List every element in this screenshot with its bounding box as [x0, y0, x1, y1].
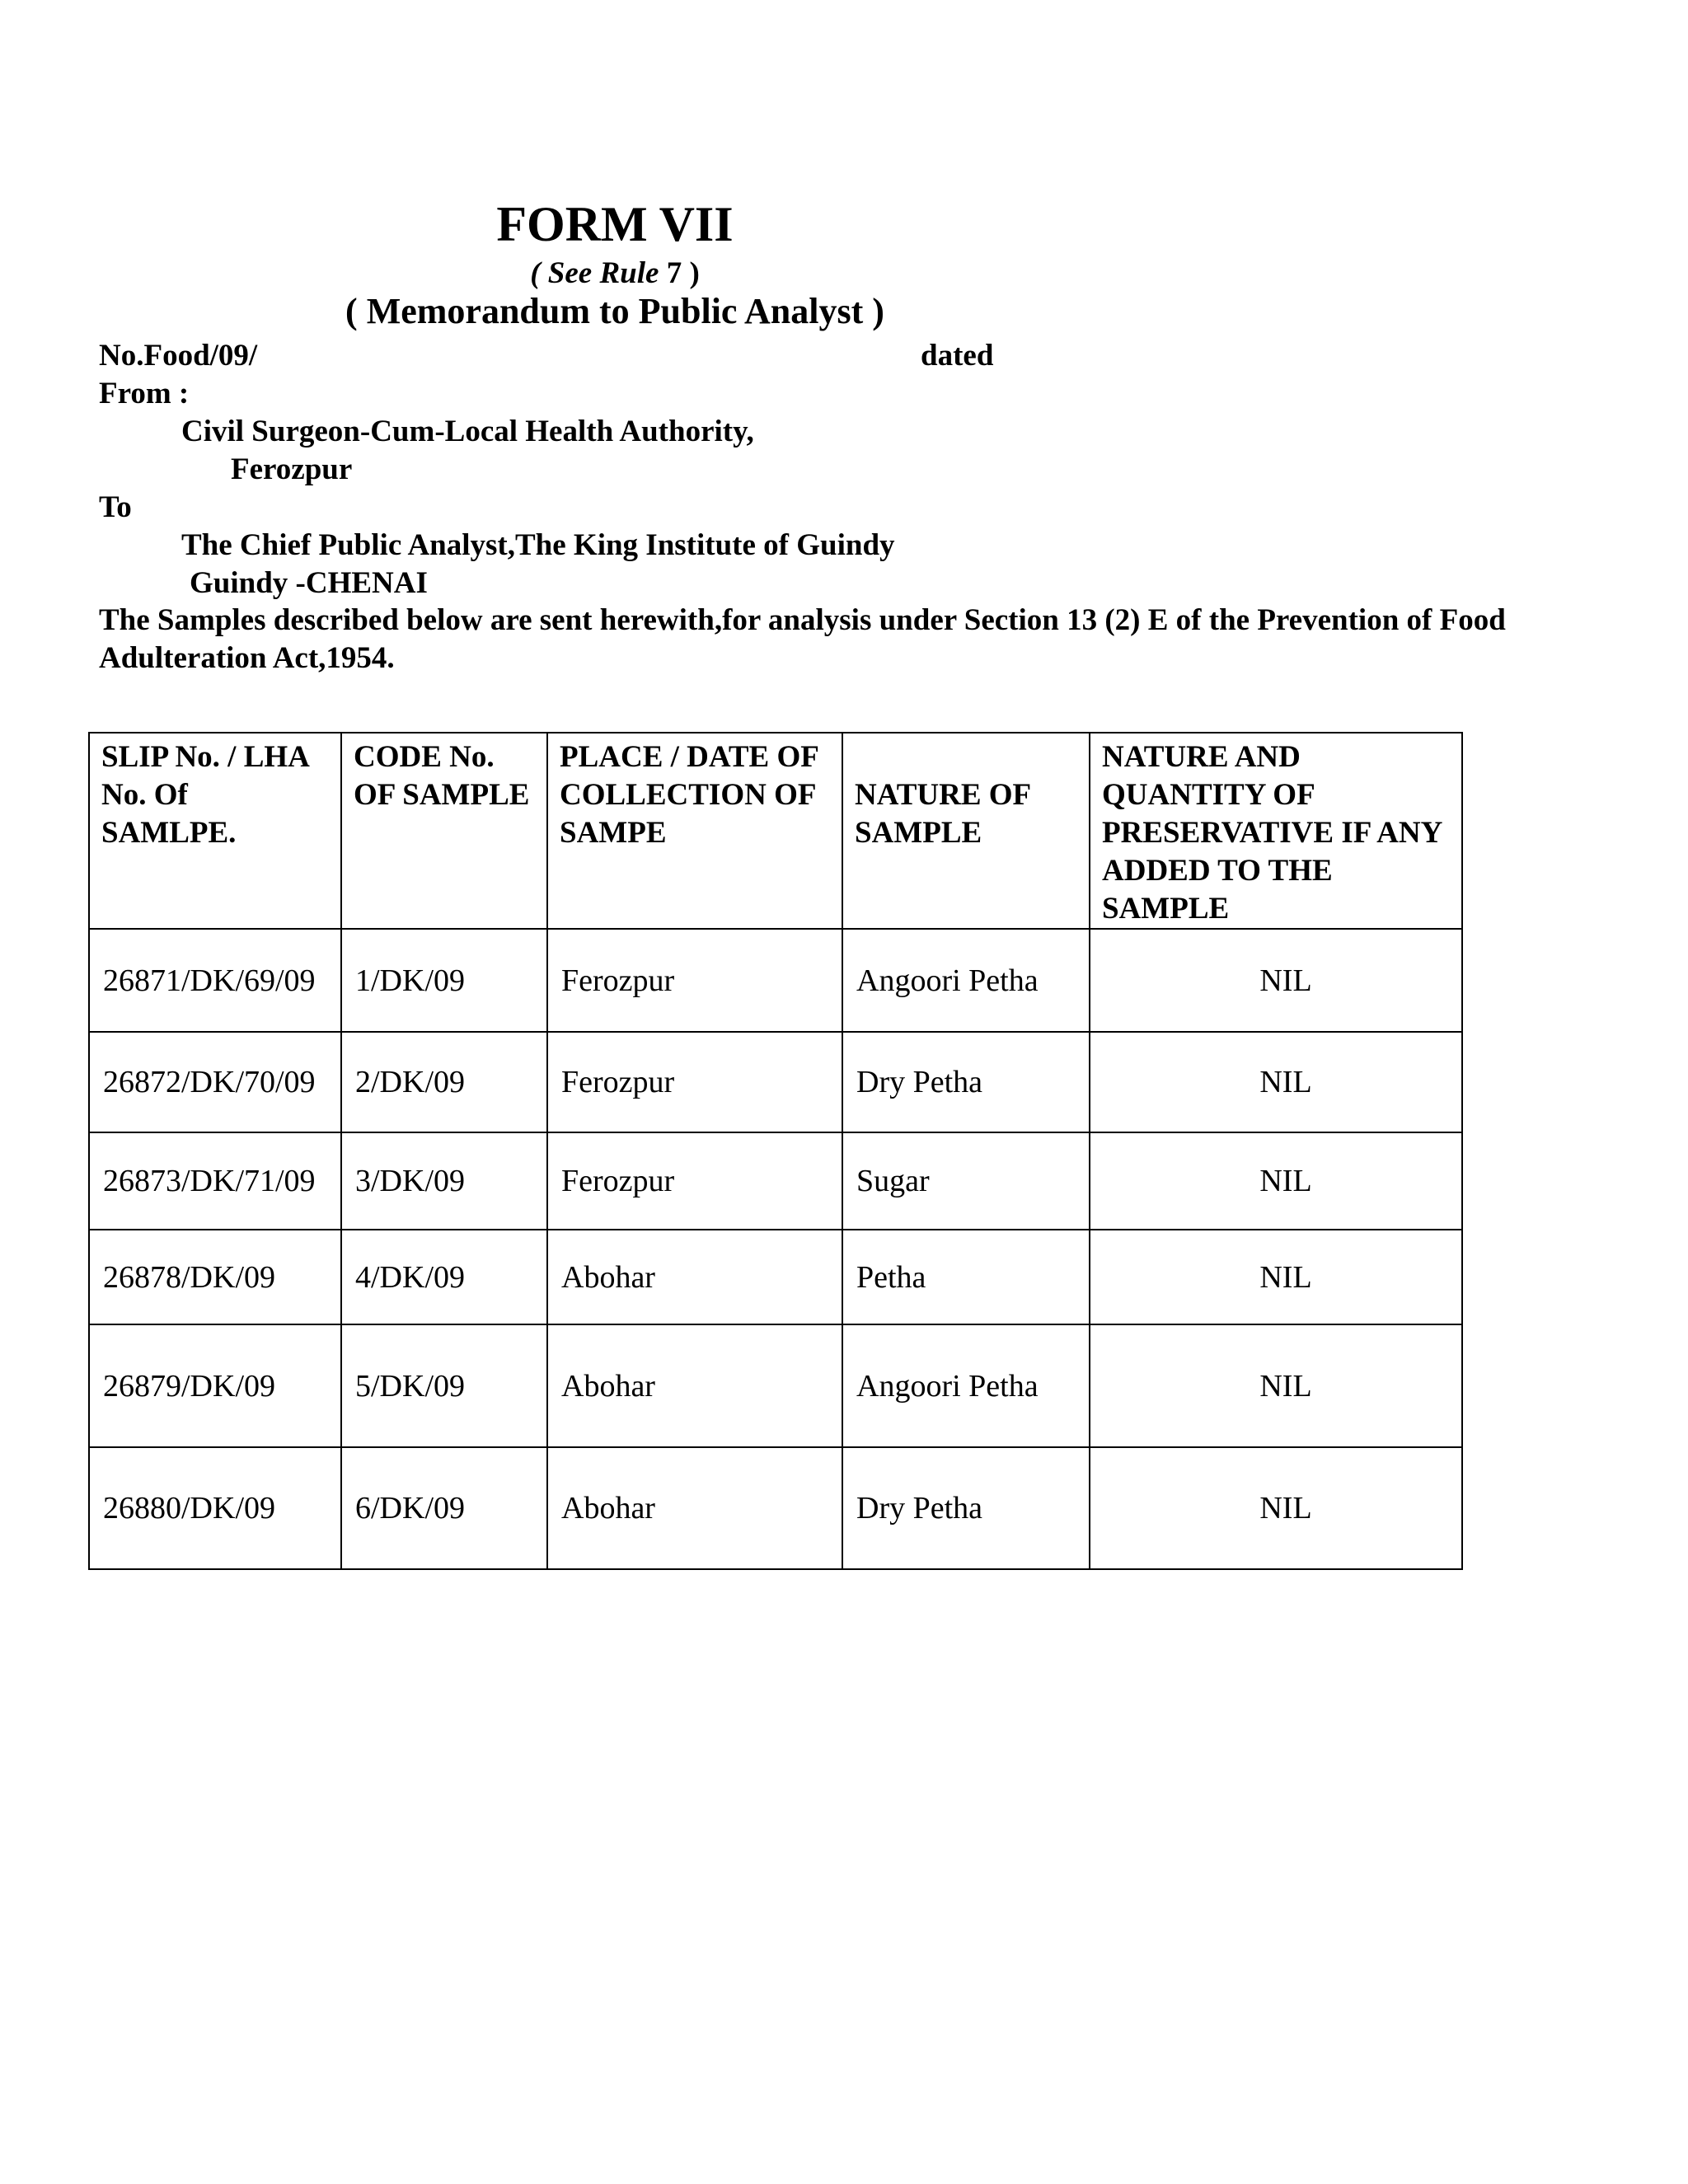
sender-line-1: Civil Surgeon-Cum-Local Health Authority, [181, 415, 754, 448]
cell-place: Ferozpur [547, 929, 842, 1032]
rule-reference-close: ) [682, 256, 700, 290]
header-code-no: CODE No. OF SAMPLE [341, 733, 547, 929]
table-row [89, 1032, 1462, 1132]
to-label: To [99, 490, 132, 524]
cell-slip-no: 26871/DK/69/09 [89, 929, 341, 1032]
cell-code-no: 5/DK/09 [341, 1324, 547, 1447]
table-row [89, 1132, 1462, 1230]
cell-nature: Dry Petha [842, 1032, 1090, 1132]
table-row [89, 1324, 1462, 1447]
dated-label: dated [921, 339, 994, 373]
cell-nature: Dry Petha [842, 1447, 1090, 1569]
cell-nature: Angoori Petha [842, 929, 1090, 1032]
cell-preservative: NIL [1090, 1032, 1462, 1132]
cell-nature: Angoori Petha [842, 1324, 1090, 1447]
cell-nature: Petha [842, 1230, 1090, 1324]
cell-code-no: 3/DK/09 [341, 1132, 547, 1230]
body-paragraph: The Samples described below are sent herewith,for analysis under Section 13 (2) E of the Prevention of Food Adulteration Act,1954. [99, 603, 1506, 675]
cell-place: Abohar [547, 1324, 842, 1447]
header-place-date: PLACE / DATE OF COLLECTION OF SAMPE [547, 733, 842, 929]
cell-code-no: 4/DK/09 [341, 1230, 547, 1324]
rule-reference [0, 255, 1230, 291]
cell-slip-no: 26879/DK/09 [89, 1324, 341, 1447]
cell-slip-no: 26880/DK/09 [89, 1447, 341, 1569]
cell-code-no: 6/DK/09 [341, 1447, 547, 1569]
header-nature-of-sample: NATURE OF SAMPLE [842, 733, 1090, 929]
cell-place: Abohar [547, 1230, 842, 1324]
recipient-line-1: The Chief Public Analyst,The King Institute of Guindy [181, 528, 895, 562]
sender-line-2: Ferozpur [231, 452, 353, 486]
cell-place: Abohar [547, 1447, 842, 1569]
cell-code-no: 1/DK/09 [341, 929, 547, 1032]
cell-place: Ferozpur [547, 1132, 842, 1230]
header-preservative: NATURE AND QUANTITY OF PRESERVATIVE IF ANY ADDED TO THE SAMPLE [1090, 733, 1462, 929]
cell-nature: Sugar [842, 1132, 1090, 1230]
cell-preservative: NIL [1090, 1447, 1462, 1569]
reference-number: No.Food/09/ [99, 339, 258, 373]
cell-code-no: 2/DK/09 [341, 1032, 547, 1132]
table-header-row [89, 733, 1462, 929]
table-row [89, 1230, 1462, 1324]
cell-slip-no: 26872/DK/70/09 [89, 1032, 341, 1132]
table-row [89, 929, 1462, 1032]
recipient-line-2: Guindy -CHENAI [190, 566, 428, 600]
form-title: FORM VII [496, 197, 734, 251]
cell-slip-no: 26873/DK/71/09 [89, 1132, 341, 1230]
cell-preservative: NIL [1090, 1324, 1462, 1447]
from-label: From : [99, 377, 190, 410]
rule-number: 7 [666, 256, 682, 290]
cell-slip-no: 26878/DK/09 [89, 1230, 341, 1324]
samples-table [88, 732, 1463, 1570]
cell-preservative: NIL [1090, 1230, 1462, 1324]
header-slip-no: SLIP No. / LHA No. Of SAMLPE. [89, 733, 341, 929]
memorandum-subtitle: ( Memorandum to Public Analyst ) [345, 291, 884, 331]
cell-place: Ferozpur [547, 1032, 842, 1132]
table-row [89, 1447, 1462, 1569]
cell-preservative: NIL [1090, 1132, 1462, 1230]
rule-reference-open: ( See Rule [530, 256, 667, 290]
cell-preservative: NIL [1090, 929, 1462, 1032]
